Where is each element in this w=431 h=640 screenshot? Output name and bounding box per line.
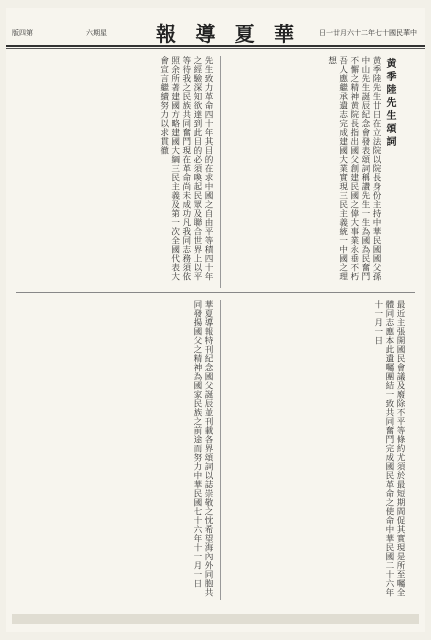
header-rule (6, 48, 425, 49)
article-body: 黄季陸先生廿日在立法院以院長身份主持中華民國國父孫中山先生誕辰紀念會發表頌詞稱讚先生一生為國為民奮鬥不懈之精神黄院長指出國父創建民國之偉大事業永垂不朽吾人應繼承遺志完成建國大業實現三民主義統一中國之理想 (326, 56, 381, 281)
masthead-char: 夏 (234, 21, 257, 46)
article-body: 先生致力革命四十年其目的在求中國之自由平等積四十年之經驗深知欲達到此目的必須喚起民眾及聯合世界上以平等待我之民族共同奮鬥現在革命尚未成功凡我同志務須依照余所著建國方略建國大綱三民主義及第一次全國代表大會宣言繼續努力以求貫徹 (158, 56, 213, 281)
column-divider (220, 300, 221, 600)
column-divider (220, 56, 221, 288)
bottom-band (12, 614, 419, 624)
header-rule (6, 45, 425, 47)
date-label: 日一廿月六十二年七十國民華中 (319, 29, 417, 37)
masthead-char: 報 (156, 21, 178, 46)
masthead-char: 導 (195, 21, 218, 46)
page-label: 版四第 (12, 29, 33, 37)
newspaper-page (6, 8, 425, 632)
article-body: 華夏導報特刊紀念國父誕辰並刊載各界頌詞以誌崇敬之忱希望海內外同胞共同發揚國父之精神為國家民族之前途而努力中華民國七十六年十一月一日 (191, 300, 213, 597)
masthead (156, 20, 296, 44)
article-body: 最近主張開國民會議及廢除不平等條約尤須於最短期間促其實現是所至囑全體同志應本此遺囑團結一致共同奮鬥完成國民革命之使命中華民國二十六年十一月一日 (372, 300, 405, 597)
article-title: 黄季陸先生頌詞 (384, 58, 395, 149)
issue-label: 六期星 (86, 29, 107, 37)
section-divider (16, 292, 415, 293)
masthead-char: 華 (273, 21, 296, 46)
